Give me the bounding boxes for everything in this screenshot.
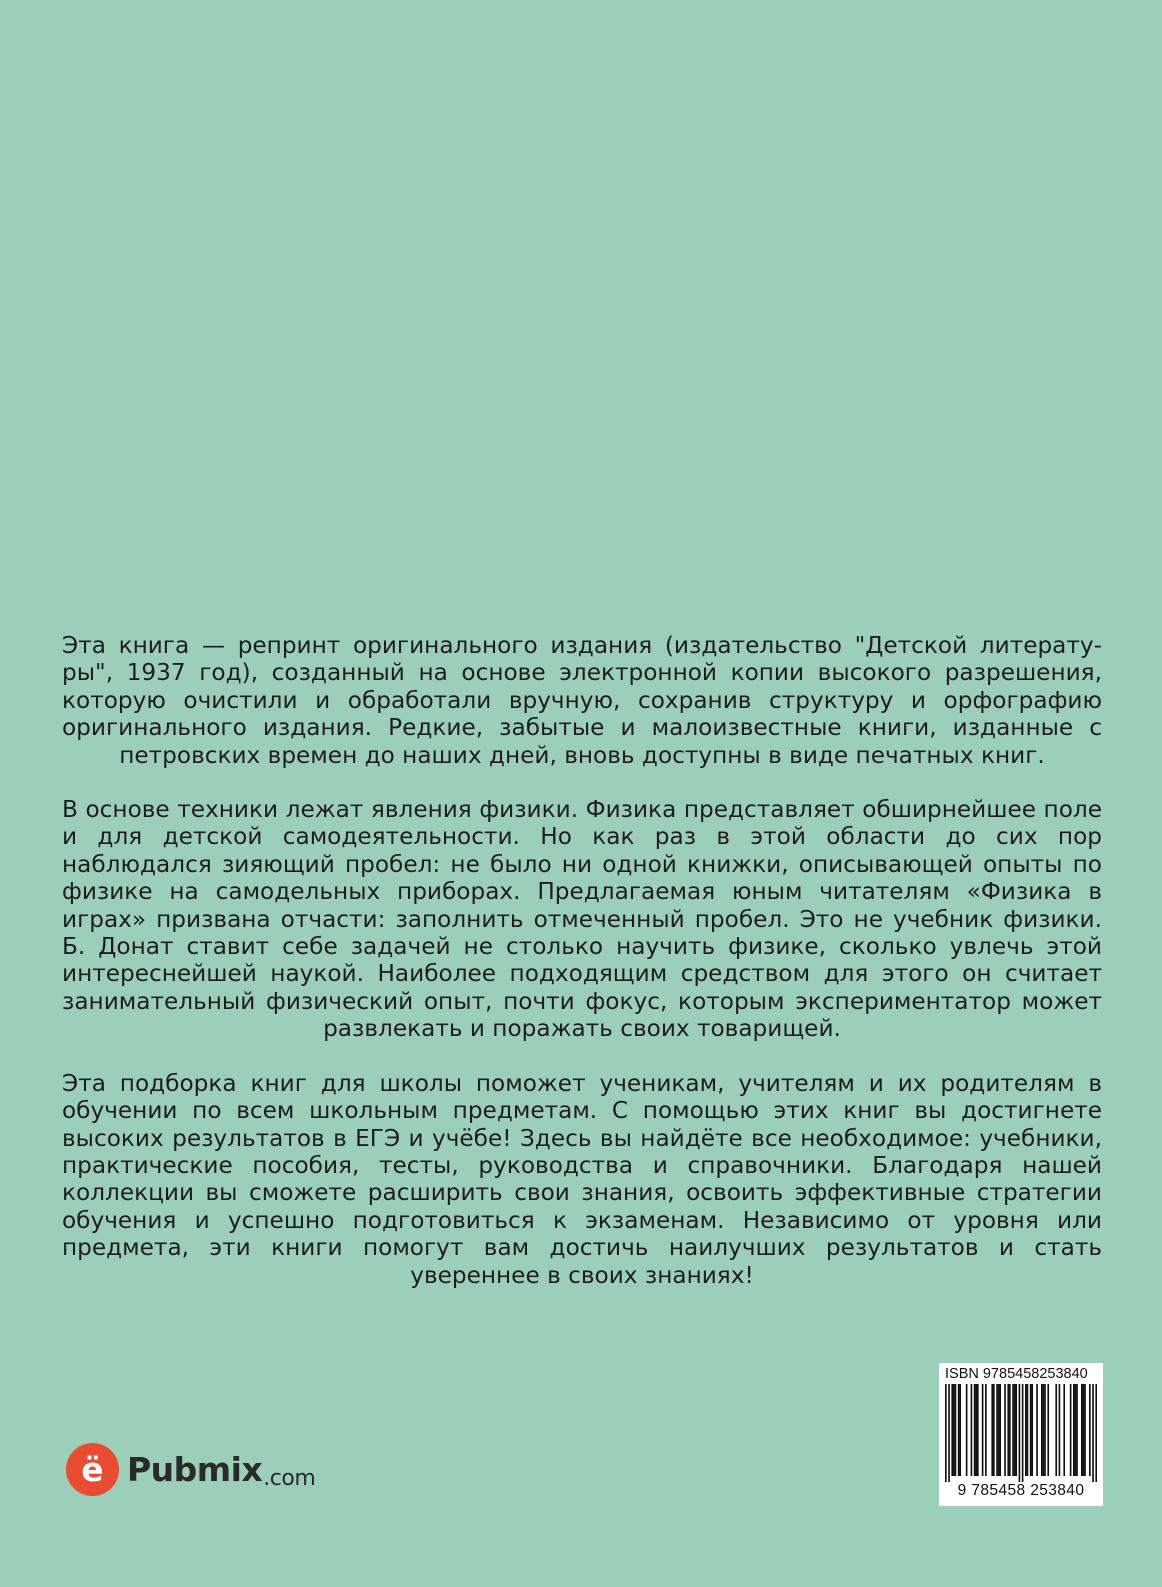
barcode-bar [1027, 1384, 1029, 1476]
barcode-bar [1044, 1384, 1046, 1476]
barcode-bar [1076, 1384, 1078, 1476]
description-paragraph-2: В основе техники лежат явления физики. Физика представляет обширнейшее поле и для детской самодеятельности. Но как раз в этой области до сих пор наблюдался зияющий пробел: не было ни одной книжки, описывающей опыты по физике на самодельных приборах. Предлагаемая юным читателям «Физика в играх» призвана отчасти: заполнить отмеченный пробел. Это не учебник физики. Б. Донат ставит себе задачей не столько научить физике, сколько увлечь этой интереснейшей наукой. Наиболее подходящим средством для этого он считает занимательный физический опыт, почти фокус, которым экспериментатор может развлекать и поражать своих товарищей. [62, 796, 1102, 1043]
barcode-bar [1041, 1384, 1043, 1476]
barcode-bar [982, 1384, 984, 1476]
barcode-bar [1007, 1384, 1009, 1476]
publisher-logo-badge [66, 1443, 119, 1496]
description-paragraph-1: Эта книга — репринт оригинального издания (издательство "Детской литературы", 1937 год), созданный на основе электронной копии высокого разрешения, которую очистили и обработали вручную, сохранив структуру и орфографию оригинального издания. Редкие, забытые и малоизвестные книги, изданные с петровских времен до наших дней, вновь доступны в виде печатных книг. [62, 632, 1102, 769]
barcode-bar [966, 1384, 968, 1476]
barcode-bar [1059, 1384, 1061, 1476]
barcode-bar [1081, 1384, 1083, 1476]
barcode-bar [996, 1384, 998, 1476]
barcode-bar [993, 1384, 995, 1476]
description-paragraph-3: Эта подборка книг для школы поможет ученикам, учителям и их родителям в обучении по всем школьным предметам. С помощью этих книг вы достигнете высоких результатов в ЕГЭ и учёбе! Здесь вы найдёте все необходимое: учебники, практические пособия, тесты, руководства и справочники. Благодаря нашей коллекции вы сможете расширить свои знания, освоить эффективные стратегии обучения и успешно подготовиться к экзаменам. Независимо от уровня или предмета, эти книги помогут вам достичь наилучших результатов и стать увереннее в своих знаниях! [62, 1069, 1102, 1289]
publisher-domain: .com [263, 1465, 316, 1491]
barcode-bar [1075, 1384, 1077, 1476]
publisher-badge-letter: ё [81, 1449, 104, 1489]
publisher-logo [66, 1443, 315, 1495]
barcode-bar [1012, 1384, 1014, 1476]
barcode-bar [959, 1384, 961, 1476]
barcode-bar [985, 1384, 987, 1476]
barcode-bar [1030, 1384, 1032, 1476]
barcode-bar [1043, 1384, 1045, 1476]
barcode-bars [945, 1384, 1097, 1482]
isbn-barcode [939, 1363, 1103, 1506]
barcode-guard-bar [948, 1384, 950, 1482]
barcode-bar [1084, 1384, 1086, 1476]
barcode-bar [1036, 1384, 1038, 1476]
barcode-guard-bar [945, 1384, 947, 1482]
barcode-bar [1089, 1384, 1091, 1476]
barcode-bar [1047, 1384, 1049, 1476]
barcode-digits: 9 785458 253840 [957, 1482, 1085, 1499]
barcode-bar [953, 1384, 955, 1476]
description-block [62, 632, 1102, 1316]
barcode-bar [1063, 1384, 1065, 1476]
barcode-bar [1055, 1384, 1057, 1476]
barcode-guard-bar [1019, 1384, 1021, 1482]
barcode-bar [1014, 1384, 1016, 1476]
barcode-bar [975, 1384, 977, 1476]
barcode-bar [977, 1384, 979, 1476]
barcode-bar [951, 1384, 953, 1476]
barcode-bar [1073, 1384, 1075, 1476]
barcode-bar [958, 1384, 960, 1476]
barcode-guard-bar [1092, 1384, 1094, 1482]
publisher-name: Pubmix [127, 1449, 263, 1489]
barcode-bar [999, 1384, 1001, 1476]
barcode-bar [955, 1384, 957, 1476]
barcode-bar [971, 1384, 973, 1476]
barcode-bar [1025, 1384, 1027, 1476]
barcode-bar [1070, 1384, 1072, 1476]
barcode-bar [991, 1384, 993, 1476]
barcode-bar [1031, 1384, 1033, 1476]
barcode-bar [1083, 1384, 1085, 1476]
barcode-bar [1009, 1384, 1011, 1476]
barcode-bar [998, 1384, 1000, 1476]
barcode-bar [1004, 1384, 1006, 1476]
barcode-bar [1015, 1384, 1017, 1476]
barcode-guard-bar [1095, 1384, 1097, 1482]
barcode-guard-bar [1022, 1384, 1024, 1482]
isbn-label: ISBN 9785458253840 [945, 1366, 1088, 1382]
barcode-bar [974, 1384, 976, 1476]
publisher-wordmark [127, 1450, 315, 1489]
